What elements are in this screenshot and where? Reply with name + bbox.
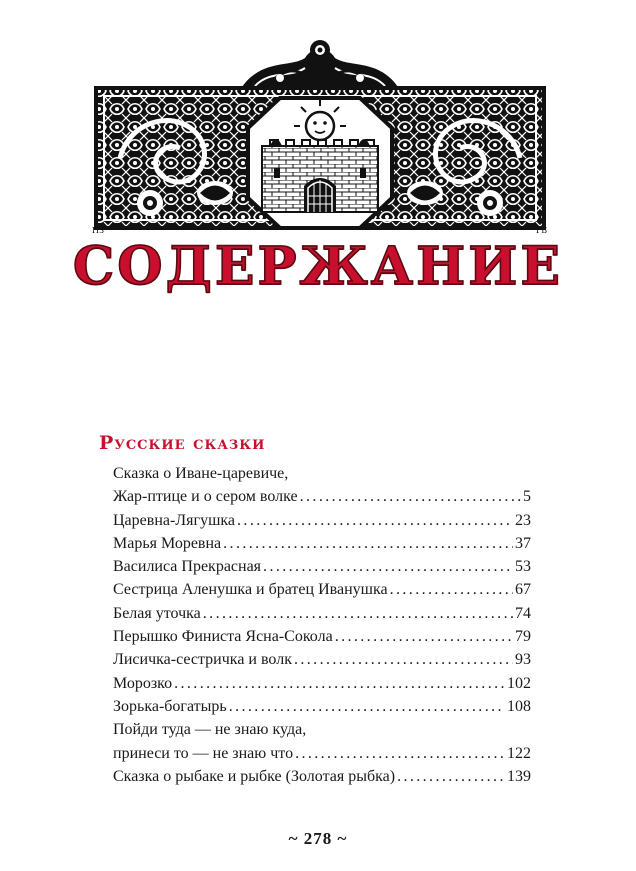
toc-entry-title: Сестрица Аленушка и братец Иванушка [113, 581, 388, 599]
toc-entry-title: Сказка о рыбаке и рыбке (Золотая рыбка) [113, 767, 396, 785]
toc-entry [113, 509, 531, 532]
toc-entry-page: 5 [523, 488, 531, 506]
toc-entry-page: 122 [507, 744, 531, 762]
ornament-header-illustration [90, 28, 550, 240]
toc-entry [113, 742, 531, 765]
toc-entry [113, 532, 531, 555]
dot-leader [295, 742, 505, 765]
toc-entry-title: Жар-птице и о сером волке [113, 488, 298, 506]
toc-entry-page: 37 [515, 534, 531, 552]
section-heading: Русские сказки [99, 432, 266, 454]
dot-leader [263, 555, 513, 578]
toc-entry-page: 79 [515, 628, 531, 646]
toc-entry [113, 462, 531, 485]
toc-entry [113, 485, 531, 508]
toc-entry-title: Морозко [113, 674, 173, 692]
toc-entry [113, 578, 531, 601]
toc-entry-page: 93 [515, 651, 531, 669]
toc-entry [113, 718, 531, 741]
toc-entry-title: Царевна-Лягушка [113, 511, 236, 529]
toc-entry-title: Пойди туда — не знаю куда, [113, 721, 307, 739]
toc-entry-page: 23 [515, 511, 531, 529]
toc-entry-title: Зорька-богатырь [113, 697, 227, 715]
toc-entry-title: Перышко Финиста Ясна-Сокола [113, 628, 333, 646]
toc-entry [113, 555, 531, 578]
dot-leader [300, 485, 521, 508]
toc-entry [113, 765, 531, 788]
dot-leader [174, 672, 505, 695]
toc-entry-title: Лисичка-сестричка и волк [113, 651, 292, 669]
dot-leader [397, 765, 505, 788]
signature-right: ГБ [536, 226, 548, 235]
dot-leader [229, 695, 505, 718]
page-number: ~ 278 ~ [288, 829, 348, 848]
table-of-contents [113, 462, 531, 788]
toc-entry-page: 102 [507, 674, 531, 692]
toc-entry-page: 139 [507, 767, 531, 785]
signature-left: НЗ [92, 226, 104, 235]
toc-entry-page: 67 [515, 581, 531, 599]
dot-leader [294, 648, 513, 671]
page-title: СОДЕРЖАНИЕ [72, 236, 564, 297]
toc-entry-title: принеси то — не знаю что [113, 744, 294, 762]
dot-leader [237, 509, 513, 532]
toc-entry [113, 625, 531, 648]
toc-entry [113, 648, 531, 671]
dot-leader [335, 625, 513, 648]
toc-entry-page: 53 [515, 558, 531, 576]
dot-leader [390, 578, 513, 601]
dot-leader [223, 532, 513, 555]
toc-entry-title: Белая уточка [113, 604, 201, 622]
toc-entry-title: Сказка о Иване-царевиче, [113, 465, 289, 482]
toc-entry [113, 602, 531, 625]
toc-entry-title: Марья Моревна [113, 534, 222, 552]
toc-entry-page: 74 [515, 604, 531, 622]
toc-entry-title: Василиса Прекрасная [113, 558, 262, 576]
toc-entry [113, 672, 531, 695]
dot-leader [203, 602, 513, 625]
castle-medallion [248, 98, 392, 228]
crest-ornament [240, 40, 400, 90]
toc-entry-page: 108 [507, 697, 531, 715]
toc-entry [113, 695, 531, 718]
